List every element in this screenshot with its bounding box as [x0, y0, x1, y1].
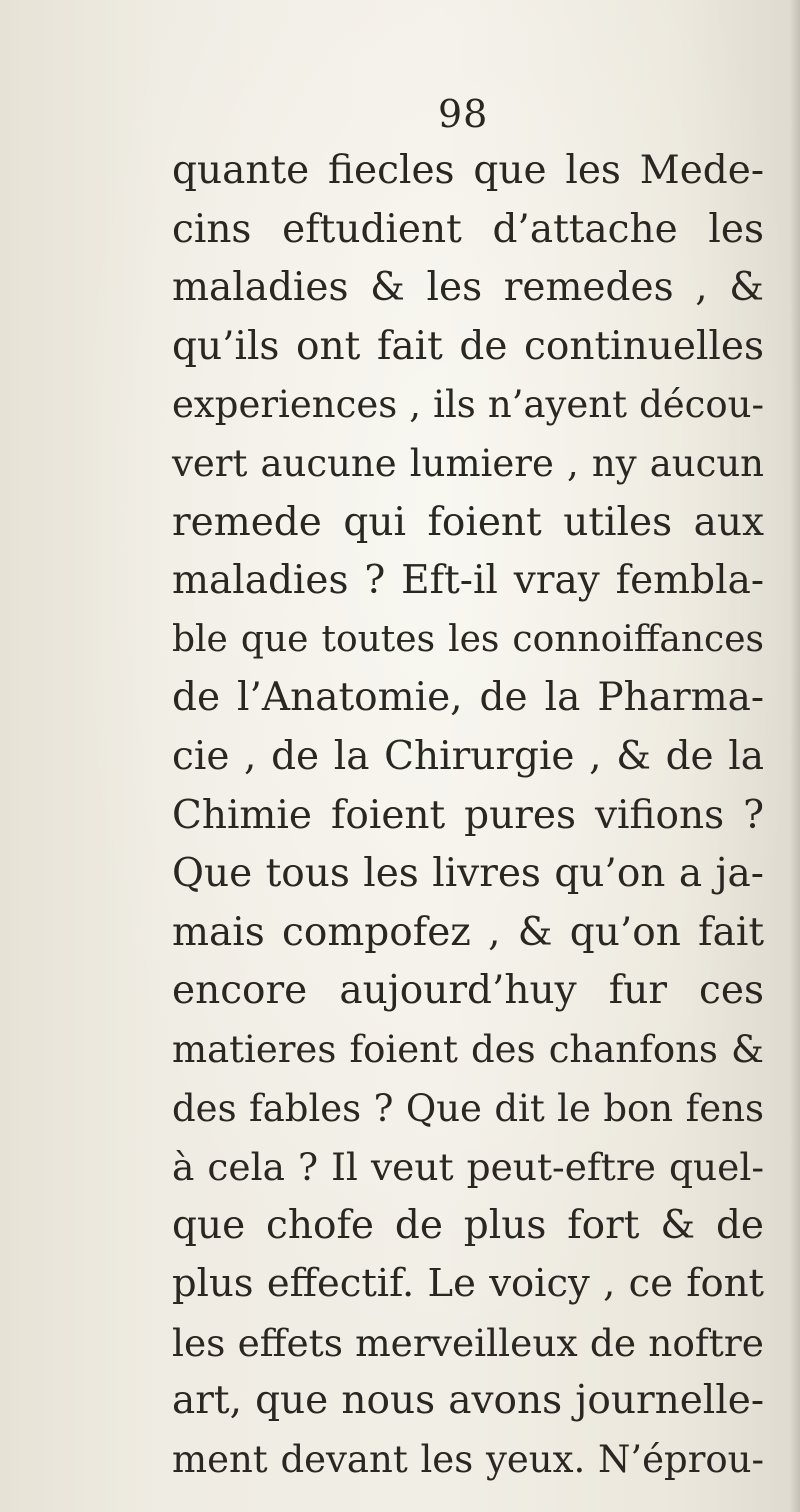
text-line: remede qui foient utiles aux [172, 499, 764, 545]
text-line: de l’Anatomie, de la Pharma- [172, 675, 764, 721]
text-line: ment devant les yeux. N’éprou- [172, 1438, 764, 1482]
page-number: 98 [438, 92, 489, 136]
text-line: vert aucune lumiere , ny aucun [172, 441, 764, 485]
text-line: que chofe de plus fort & de [172, 1202, 764, 1248]
text-line: mais compofez , & qu’on fait [172, 909, 764, 955]
text-line: cie , de la Chirurgie , & de la [172, 733, 764, 779]
page-edge-shadow [790, 0, 800, 1512]
text-line: maladies ? Eft-il vray fembla- [172, 558, 764, 604]
text-line: Que tous les livres qu’on a ja- [172, 851, 764, 897]
text-line: cins eftudient d’attache les [172, 206, 764, 252]
text-line: art, que nous avons journelle- [172, 1378, 764, 1424]
text-line: matieres foient des chanfons & [172, 1027, 764, 1071]
text-line: maladies & les remedes , & [172, 265, 764, 311]
text-line: qu’ils ont fait de continuelles [172, 323, 764, 369]
text-line: quante fiecles que les Mede- [172, 148, 764, 193]
text-line: des fables ? Que dit le bon fens [172, 1086, 764, 1130]
text-line: à cela ? Il veut peut-eftre quel- [172, 1145, 764, 1190]
text-line: plus effectif. Le voicy , ce font [172, 1261, 764, 1307]
text-line: encore aujourd’huy fur ces [172, 968, 764, 1014]
text-line: Chimie foient pures vifions ? [172, 792, 764, 838]
text-line: les effets merveilleux de noftre [172, 1320, 764, 1365]
text-line: ble que toutes les connoiffances [172, 618, 764, 660]
body-text [172, 142, 764, 1490]
text-line: experiences , ils n’ayent décou- [172, 383, 764, 427]
